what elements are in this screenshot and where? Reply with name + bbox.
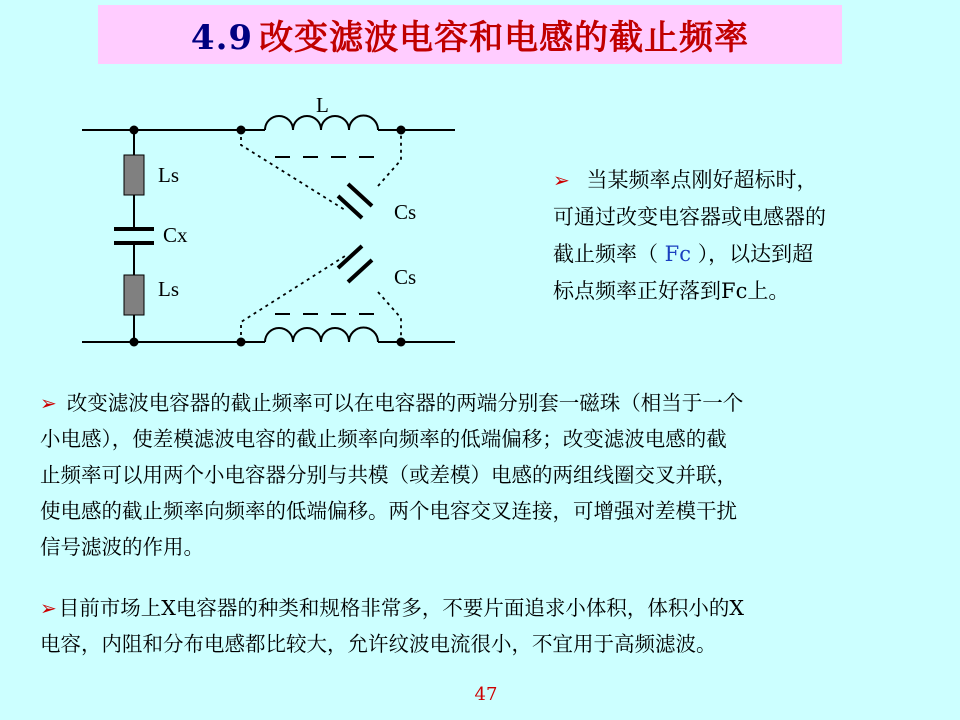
label-cs-bottom: Cs xyxy=(394,265,417,289)
inductor-bottom-coil xyxy=(265,328,378,343)
label-cs-top: Cs xyxy=(394,200,417,224)
dotted-cs-top-left xyxy=(241,130,345,210)
side-line-3: 截止频率（ Fc ），以达到超 xyxy=(553,242,814,266)
side-line-2: 可通过改变电容器或电感器的 xyxy=(553,205,826,229)
side-line-1: ➢ 当某频率点刚好超标时， xyxy=(553,168,818,192)
fc-symbol: Fc xyxy=(658,242,698,266)
arrow-bullet-icon: ➢ xyxy=(40,596,57,620)
ls-top-inductor xyxy=(124,155,144,195)
label-ls-top: Ls xyxy=(158,163,179,187)
arrow-bullet-icon: ➢ xyxy=(40,391,57,415)
junction-dot xyxy=(237,338,246,347)
side-line-4: 标点频率正好落到Fc上。 xyxy=(553,279,790,303)
label-cx: Cx xyxy=(163,223,188,247)
paragraph-2: ➢目前市场上X电容器的种类和规格非常多，不要片面追求小体积，体积小的X 电容，内阻和分布电感都比较大，允许纹波电流很小，不宜用于高频滤波。 xyxy=(40,596,744,656)
junction-dot xyxy=(397,338,406,347)
label-ls-bottom: Ls xyxy=(158,277,179,301)
dotted-cs-bottom-right xyxy=(378,292,401,342)
junction-dot xyxy=(237,126,246,135)
arrow-bullet-icon: ➢ xyxy=(553,168,570,192)
cs-bottom-plate-1 xyxy=(338,246,362,268)
cs-bottom-plate-2 xyxy=(348,260,372,282)
side-explanation xyxy=(553,162,933,310)
label-l: L xyxy=(316,93,329,117)
cs-top-plate-2 xyxy=(348,184,372,206)
junction-dot xyxy=(130,338,139,347)
junction-dot xyxy=(397,126,406,135)
paragraph-1: ➢ 改变滤波电容器的截止频率可以在电容器的两端分别套一磁珠（相当于一个 小电感），使差模滤波电容的截止频率向频率的低端偏移；改变滤波电感的截 止频率可以用两个小电容器分别与共模（或差模）电感的两组线圈交叉并联， 使电感的截止频率向频率的低端偏移。两个电容交叉连接，可增强对差模干扰 信号滤波的作用。 xyxy=(40,391,744,559)
junction-dot xyxy=(130,126,139,135)
ls-bottom-inductor xyxy=(124,275,144,315)
title-number: 4.9 xyxy=(190,18,254,58)
title-text: 改变滤波电容和电感的截止频率 xyxy=(259,18,750,58)
page-number: 47 xyxy=(474,684,498,705)
dotted-cs-top-right xyxy=(378,130,401,186)
inductor-l-top-coil xyxy=(265,116,378,131)
